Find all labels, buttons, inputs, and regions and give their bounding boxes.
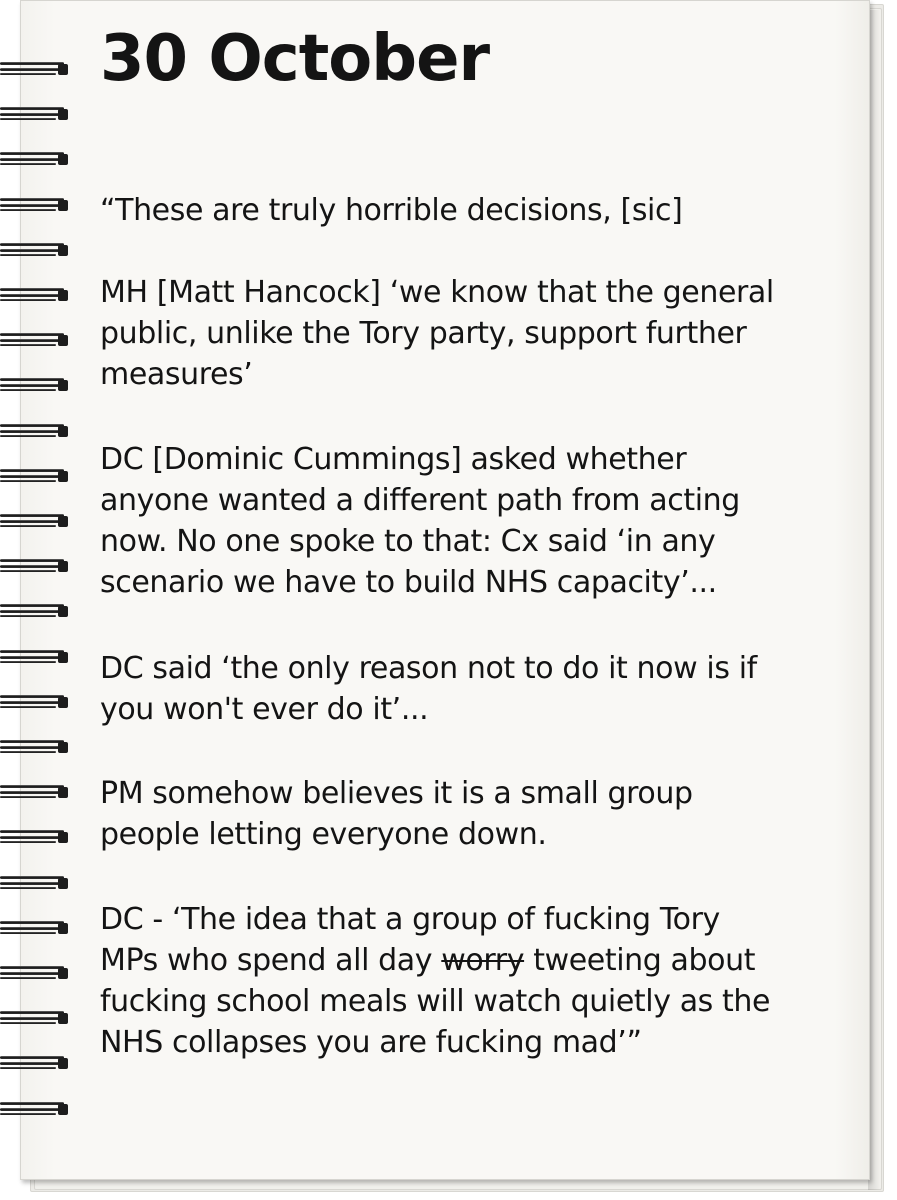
binding-wire <box>0 209 56 211</box>
text-line: “These are truly horrible decisions, [sic] <box>100 193 683 228</box>
binding-wire <box>0 887 56 889</box>
binding-ring <box>0 152 70 166</box>
binding-wire <box>0 1062 60 1065</box>
binding-wire <box>0 288 64 291</box>
binding-hole <box>58 1058 68 1069</box>
binding-ring <box>0 198 70 212</box>
binding-wire <box>0 830 64 833</box>
binding-hole <box>58 290 68 301</box>
binding-wire <box>0 475 60 478</box>
binding-wire <box>0 615 56 617</box>
pm-paragraph <box>100 773 693 855</box>
binding-ring <box>0 243 70 257</box>
binding-hole <box>58 742 68 753</box>
cummings-paragraph <box>100 439 740 603</box>
dc-quote-paragraph <box>100 899 770 1063</box>
binding-wire <box>0 972 60 975</box>
binding-wire <box>0 163 56 165</box>
binding-wire <box>0 62 64 65</box>
binding-ring <box>0 830 70 844</box>
binding-wire <box>0 435 56 437</box>
binding-ring <box>0 288 70 302</box>
binding-wire <box>0 249 60 252</box>
binding-wire <box>0 339 60 342</box>
binding-ring <box>0 604 70 618</box>
binding-wire <box>0 796 56 798</box>
binding-hole <box>58 516 68 527</box>
text-line: now. No one spoke to that: Cx said ‘in any <box>100 524 716 559</box>
binding-wire <box>0 378 64 381</box>
binding-wire <box>0 695 64 698</box>
binding-hole <box>58 200 68 211</box>
binding-wire <box>0 299 56 301</box>
text-line: NHS collapses you are fucking mad’” <box>100 1025 642 1060</box>
binding-hole <box>58 380 68 391</box>
text-line-with-strikethrough <box>100 940 770 981</box>
binding-wire <box>0 882 60 885</box>
binding-hole <box>58 878 68 889</box>
binding-ring <box>0 695 70 709</box>
binding-wire <box>0 604 64 607</box>
binding-wire <box>0 977 56 979</box>
binding-hole <box>58 109 68 120</box>
binding-wire <box>0 520 60 523</box>
binding-wire <box>0 927 60 930</box>
binding-wire <box>0 1102 64 1105</box>
binding-hole <box>58 154 68 165</box>
binding-wire <box>0 243 64 246</box>
text-line: DC - ‘The idea that a group of fucking Tory <box>100 902 720 937</box>
binding-wire <box>0 152 64 155</box>
binding-wire <box>0 740 64 743</box>
binding-hole <box>58 968 68 979</box>
text-line: PM somehow believes it is a small group <box>100 776 693 811</box>
binding-wire <box>0 706 56 708</box>
struck-word: worry <box>441 943 525 978</box>
text-line: MH [Matt Hancock] ‘we know that the general <box>100 275 774 310</box>
text-line: public, unlike the Tory party, support further <box>100 316 747 351</box>
text-line: measures’ <box>100 357 253 392</box>
binding-hole <box>58 1104 68 1115</box>
binding-wire <box>0 932 56 934</box>
binding-ring <box>0 514 70 528</box>
binding-wire <box>0 118 56 120</box>
binding-wire <box>0 610 60 613</box>
binding-wire <box>0 107 64 110</box>
binding-ring <box>0 921 70 935</box>
binding-wire <box>0 333 64 336</box>
binding-wire <box>0 424 64 427</box>
binding-hole <box>58 471 68 482</box>
binding-wire <box>0 514 64 517</box>
binding-wire <box>0 113 60 116</box>
binding-ring <box>0 107 70 121</box>
text-line: you won't ever do it’... <box>100 692 429 727</box>
binding-hole <box>58 426 68 437</box>
binding-wire <box>0 1113 56 1115</box>
binding-ring <box>0 650 70 664</box>
binding-hole <box>58 64 68 75</box>
binding-ring <box>0 876 70 890</box>
binding-wire <box>0 430 60 433</box>
binding-hole <box>58 245 68 256</box>
binding-wire <box>0 559 64 562</box>
binding-wire <box>0 198 64 201</box>
binding-wire <box>0 836 60 839</box>
binding-hole <box>58 787 68 798</box>
text-line: people letting everyone down. <box>100 817 547 852</box>
binding-wire <box>0 876 64 879</box>
binding-wire <box>0 389 56 391</box>
binding-wire <box>0 1011 64 1014</box>
binding-wire <box>0 204 60 207</box>
binding-wire <box>0 966 64 969</box>
text-line: DC [Dominic Cummings] asked whether <box>100 442 687 477</box>
text-segment: tweeting about <box>524 943 756 978</box>
quote-paragraph <box>100 190 682 231</box>
binding-hole <box>58 335 68 346</box>
binding-ring <box>0 333 70 347</box>
binding-ring <box>0 1102 70 1116</box>
binding-wire <box>0 650 64 653</box>
binding-wire <box>0 791 60 794</box>
binding-hole <box>58 561 68 572</box>
binding-wire <box>0 751 56 753</box>
binding-ring <box>0 559 70 573</box>
binding-wire <box>0 1017 60 1020</box>
binding-wire <box>0 469 64 472</box>
binding-wire <box>0 1108 60 1111</box>
binding-wire <box>0 1067 56 1069</box>
binding-wire <box>0 158 60 161</box>
binding-wire <box>0 746 60 749</box>
binding-hole <box>58 652 68 663</box>
binding-wire <box>0 254 56 256</box>
binding-hole <box>58 923 68 934</box>
binding-wire <box>0 1056 64 1059</box>
binding-ring <box>0 966 70 980</box>
binding-wire <box>0 570 56 572</box>
binding-ring <box>0 1011 70 1025</box>
binding-wire <box>0 525 56 527</box>
binding-wire <box>0 785 64 788</box>
binding-wire <box>0 480 56 482</box>
binding-ring <box>0 378 70 392</box>
binding-wire <box>0 841 56 843</box>
binding-ring <box>0 1056 70 1070</box>
text-line: scenario we have to build NHS capacity’... <box>100 565 717 600</box>
hancock-paragraph <box>100 272 774 395</box>
text-line: anyone wanted a different path from acting <box>100 483 740 518</box>
binding-wire <box>0 1022 56 1024</box>
spiral-binding <box>0 0 80 1200</box>
binding-hole <box>58 606 68 617</box>
text-segment: MPs who spend all day <box>100 943 442 978</box>
binding-wire <box>0 384 60 387</box>
binding-wire <box>0 565 60 568</box>
binding-wire <box>0 701 60 704</box>
binding-wire <box>0 921 64 924</box>
binding-ring <box>0 469 70 483</box>
dc-said-paragraph <box>100 648 757 730</box>
text-line: fucking school meals will watch quietly as the <box>100 984 771 1019</box>
binding-ring <box>0 785 70 799</box>
binding-ring <box>0 740 70 754</box>
binding-wire <box>0 656 60 659</box>
binding-ring <box>0 424 70 438</box>
binding-ring <box>0 62 70 76</box>
binding-hole <box>58 697 68 708</box>
binding-hole <box>58 1013 68 1024</box>
binding-wire <box>0 73 56 75</box>
page-title: 30 October <box>100 22 490 96</box>
binding-wire <box>0 344 56 346</box>
binding-wire <box>0 661 56 663</box>
binding-wire <box>0 294 60 297</box>
text-line: DC said ‘the only reason not to do it now is if <box>100 651 757 686</box>
binding-wire <box>0 68 60 71</box>
binding-hole <box>58 832 68 843</box>
